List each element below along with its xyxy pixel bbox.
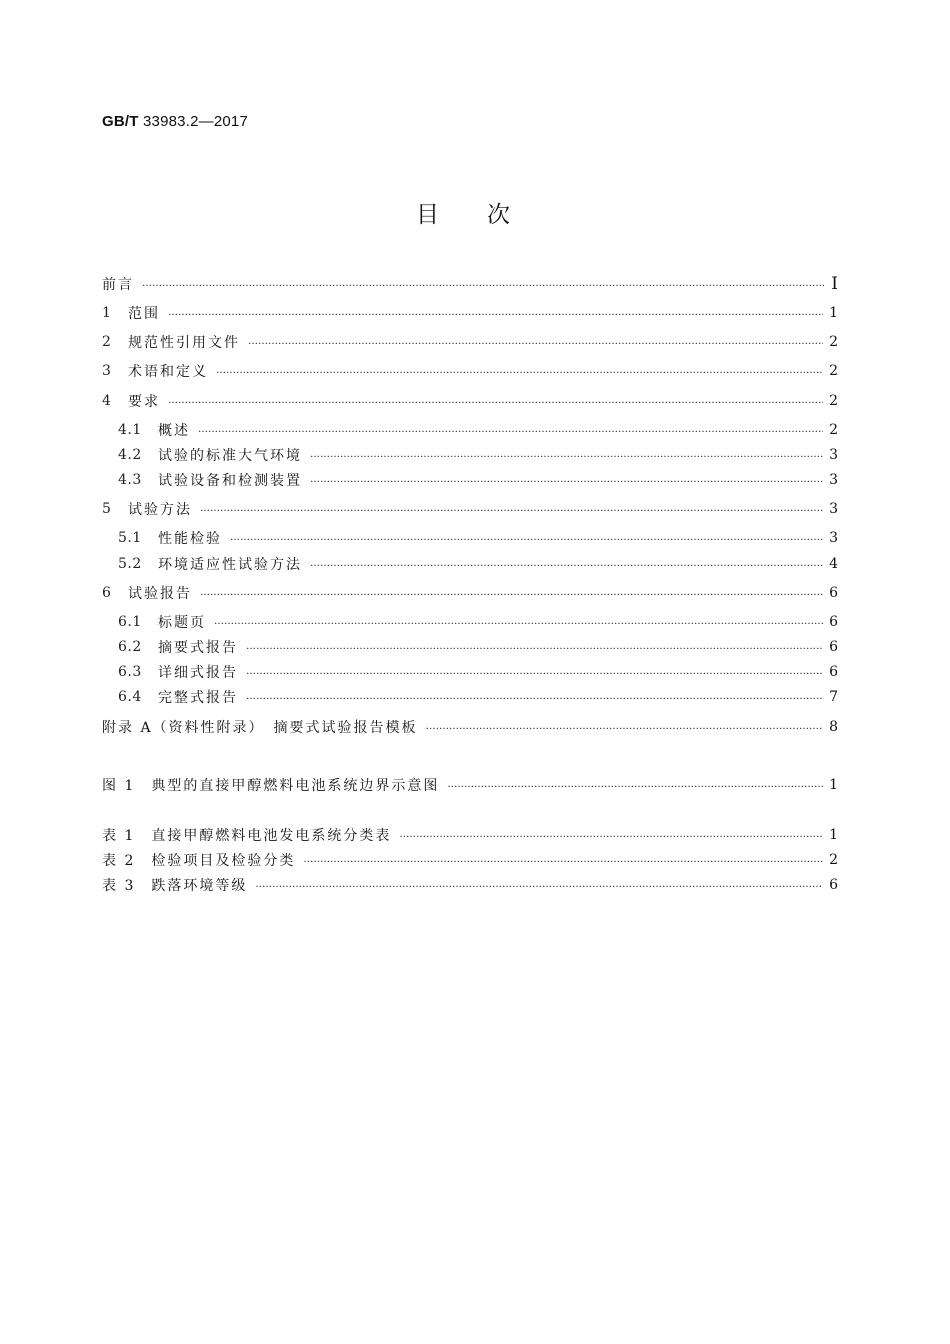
toc-entry-number: 6.4 xyxy=(118,689,142,705)
toc-leader-dots xyxy=(168,303,823,323)
toc-entry-label: 规范性引用文件 xyxy=(128,335,240,351)
toc-entry-page: 6 xyxy=(829,639,838,655)
page-title: 目次 xyxy=(416,202,558,228)
toc-leader-dots xyxy=(214,612,823,632)
toc-entry-label: 范围 xyxy=(128,306,160,322)
toc-entry-label: 表 2 检验项目及检验分类 xyxy=(102,853,296,869)
toc-entry-page: 6 xyxy=(829,664,838,680)
document-code-number: 33983.2—2017 xyxy=(138,113,248,130)
toc-leader-dots xyxy=(303,850,823,870)
toc-entry-number: 3 xyxy=(102,363,112,379)
toc-entry[interactable] xyxy=(102,850,838,870)
toc-entry[interactable] xyxy=(102,717,838,737)
toc-entry-number: 6 xyxy=(102,585,112,601)
toc-leader-dots xyxy=(230,528,823,548)
toc-entry-label: 表 3 跌落环境等级 xyxy=(102,878,248,894)
toc-entry-number: 4 xyxy=(102,393,112,409)
toc-entry-page: 3 xyxy=(829,472,838,488)
document-code xyxy=(102,113,248,130)
toc-entry[interactable] xyxy=(102,391,838,411)
toc-entry-number: 4.3 xyxy=(118,472,142,488)
toc-entry[interactable] xyxy=(102,274,838,294)
toc-entry-label: 表 1 直接甲醇燃料电池发电系统分类表 xyxy=(102,828,392,844)
toc-entry[interactable] xyxy=(102,499,838,519)
toc-leader-dots xyxy=(200,499,823,519)
toc-leader-dots xyxy=(216,361,823,381)
toc-entry-number: 4.1 xyxy=(118,422,142,438)
toc-leader-dots xyxy=(200,583,823,603)
toc-entry[interactable] xyxy=(102,303,838,323)
toc-entry-label: 附录 A（资料性附录） 摘要式试验报告模板 xyxy=(102,720,418,736)
toc-entry-page: 3 xyxy=(829,501,838,517)
toc-entry[interactable] xyxy=(118,470,838,490)
toc-entry-number: 6.1 xyxy=(118,614,142,630)
toc-entry-page: 1 xyxy=(829,305,838,321)
toc-entry[interactable] xyxy=(118,445,838,465)
toc-leader-dots xyxy=(399,825,823,845)
toc-entry[interactable] xyxy=(118,420,838,440)
toc-entry-page: 4 xyxy=(829,556,838,572)
toc-entry-label: 环境适应性试验方法 xyxy=(158,557,302,573)
document-code-prefix: GB/T xyxy=(102,113,139,130)
toc-entry-number: 4.2 xyxy=(118,447,142,463)
toc-entry[interactable] xyxy=(118,662,838,682)
toc-leader-dots xyxy=(248,332,823,352)
toc-entry[interactable] xyxy=(118,612,838,632)
toc-entry-label: 标题页 xyxy=(158,615,206,631)
toc-entry[interactable] xyxy=(118,687,838,707)
toc-entry-label: 试验方法 xyxy=(128,502,192,518)
toc-entry-label: 图 1 典型的直接甲醇燃料电池系统边界示意图 xyxy=(102,778,440,794)
toc-entry-page: 3 xyxy=(829,530,838,546)
toc-entry-page: 2 xyxy=(829,363,838,379)
toc-entry[interactable] xyxy=(102,875,838,895)
toc-entry-page: Ⅰ xyxy=(831,274,838,294)
toc-entry-label: 摘要式报告 xyxy=(158,640,238,656)
toc-entry[interactable] xyxy=(118,637,838,657)
toc-leader-dots xyxy=(426,717,824,737)
toc-entry-page: 7 xyxy=(829,689,838,705)
toc-entry-page: 8 xyxy=(829,719,838,735)
toc-leader-dots xyxy=(310,445,823,465)
toc-entry-label: 要求 xyxy=(128,394,160,410)
toc-entry-label: 试验设备和检测装置 xyxy=(158,473,302,489)
toc-entry[interactable] xyxy=(102,332,838,352)
toc-entry-label: 试验报告 xyxy=(128,586,192,602)
toc-entry-page: 1 xyxy=(829,777,838,793)
toc-entry-page: 3 xyxy=(829,447,838,463)
toc-entry-label: 术语和定义 xyxy=(128,364,208,380)
toc-entry-label: 完整式报告 xyxy=(158,690,238,706)
toc-entry-page: 2 xyxy=(829,393,838,409)
toc-entry-page: 2 xyxy=(829,422,838,438)
toc-entry-page: 6 xyxy=(829,585,838,601)
toc-entry-number: 1 xyxy=(102,305,112,321)
toc-entry[interactable] xyxy=(102,583,838,603)
toc-entry-number: 5.1 xyxy=(118,530,142,546)
toc-entry[interactable] xyxy=(102,361,838,381)
toc-entry-label: 详细式报告 xyxy=(158,665,238,681)
toc-leader-dots xyxy=(246,687,823,707)
toc-entry-label: 概述 xyxy=(158,423,190,439)
toc-entry-number: 6.2 xyxy=(118,639,142,655)
toc-entry-page: 6 xyxy=(829,614,838,630)
toc-entry-page: 6 xyxy=(829,877,838,893)
toc-leader-dots xyxy=(310,470,823,490)
toc-entry-page: 1 xyxy=(829,827,838,843)
toc-entry-page: 2 xyxy=(829,852,838,868)
toc-entry-label: 前言 xyxy=(102,277,134,293)
toc-entry[interactable] xyxy=(102,775,838,795)
toc-leader-dots xyxy=(246,662,823,682)
toc-entry-page: 2 xyxy=(829,334,838,350)
toc-entry-label: 性能检验 xyxy=(158,531,222,547)
toc-entry[interactable] xyxy=(118,554,838,574)
toc-leader-dots xyxy=(142,274,824,294)
toc-entry-number: 5.2 xyxy=(118,556,142,572)
toc-entry-label: 试验的标准大气环境 xyxy=(158,448,302,464)
toc-leader-dots xyxy=(168,391,823,411)
toc-entry-number: 2 xyxy=(102,334,112,350)
toc-leader-dots xyxy=(255,875,823,895)
toc-leader-dots xyxy=(246,637,823,657)
toc-entry-number: 6.3 xyxy=(118,664,142,680)
toc-entry[interactable] xyxy=(102,825,838,845)
toc-leader-dots xyxy=(447,775,823,795)
toc-leader-dots xyxy=(198,420,823,440)
toc-entry[interactable] xyxy=(118,528,838,548)
toc-entry-number: 5 xyxy=(102,501,112,517)
toc-leader-dots xyxy=(310,554,823,574)
